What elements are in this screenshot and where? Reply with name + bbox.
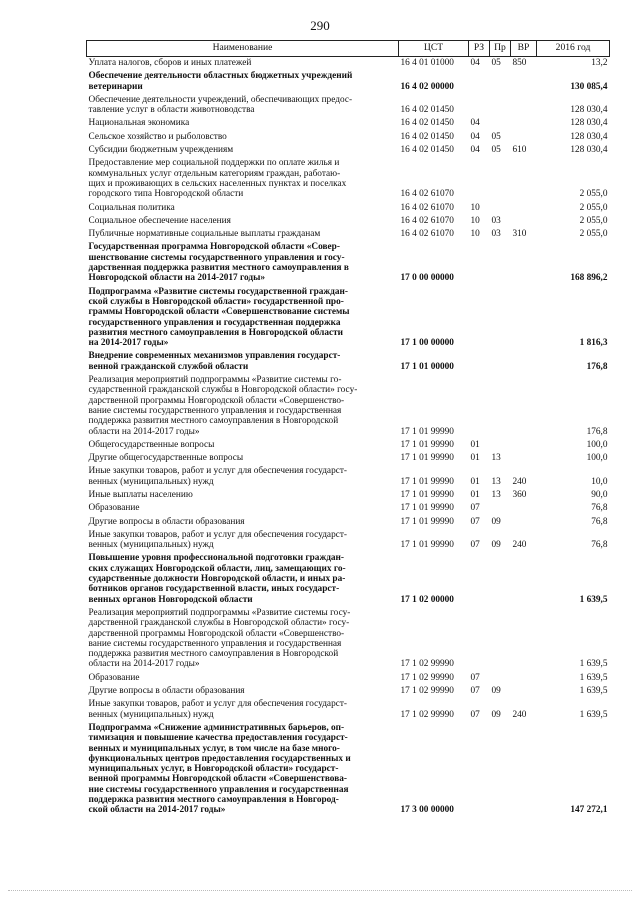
cell-name: Образование [88,503,140,514]
cell-cst: 17 1 02 99990 [400,709,454,720]
cell-pr: 13 [491,476,501,487]
cell-name: Образование [88,672,140,683]
cell-pr [490,439,511,452]
cell-rz: 04 [470,145,480,156]
cell-sum: 128 030,4 [570,105,608,116]
header-vr: ВР [511,41,537,57]
cell-rz [469,241,490,285]
cell-pr [490,94,511,118]
cell-vr [511,94,537,118]
header-pr: Пр [490,41,511,57]
table-row [87,452,610,465]
cell-vr [511,502,537,515]
cell-rz [469,607,490,672]
table-row [87,722,610,818]
cell-pr [490,70,511,94]
cell-vr [511,452,537,465]
header-rz: РЗ [469,41,490,57]
cell-name: Реализация мероприятий подпрограммы «Развитие системы госу- дарственной гражданской службы в Новгородской области» госу- дарственной программы Новгородской области «Совершенство- вание системы государственного управления и государственная поддержка развития местного самоуправления в Новгородской области на 2014-2017 годы» [88,607,351,670]
cell-name: Подпрограмма «Развитие системы государственной граждан- ской службы в Новгородской области» государственной про- граммы Новгородской области «Совершенствование системы государственного управления и государственная поддержка развития местного самоуправления в Новгородской области на 2014-2017 годы» [88,286,350,349]
cell-sum: 147 272,1 [570,805,608,816]
cell-pr: 05 [491,58,501,68]
table-row [87,552,610,606]
cell-pr [490,374,511,439]
cell-sum: 176,8 [586,426,608,437]
cell-rz: 07 [470,503,480,514]
cell-rz [469,350,490,374]
cell-name: Обеспечение деятельности учреждений, обеспечивающих предос- тавление услуг в области животноводства [88,94,353,116]
cell-name: Сельское хозяйство и рыболовство [88,131,227,142]
cell-cst: 16 4 02 01450 [400,145,454,156]
cell-name: Внедрение современных механизмов управления государст- венной гражданской службой области [88,351,341,372]
cell-cst: 17 1 02 99990 [400,686,454,697]
cell-vr: 310 [512,229,527,240]
cell-cst: 17 1 01 99990 [400,453,454,464]
table-row [87,672,610,685]
cell-name: Социальная политика [88,202,175,213]
cell-vr: 240 [512,540,527,551]
cell-cst: 16 4 02 61070 [400,189,454,200]
table-row [87,465,610,489]
cell-sum: 2 055,0 [579,189,608,200]
cell-sum: 1 816,3 [579,338,608,349]
cell-rz: 07 [470,540,480,551]
cell-sum: 90,0 [591,489,608,500]
cell-sum: 128 030,4 [570,118,608,129]
cell-rz: 01 [470,453,480,464]
cell-name: Национальная экономика [88,118,190,129]
table-row [87,157,610,201]
cell-cst: 16 4 02 61070 [400,202,454,213]
cell-cst: 17 1 01 99990 [400,476,454,487]
cell-pr [490,286,511,351]
cell-cst: 16 4 02 01450 [400,105,454,116]
page-number: 290 [310,18,330,33]
cell-pr [490,722,511,818]
cell-name: Предоставление мер социальной поддержки по оплате жилья и коммунальных услуг отдельным категориям граждан, работаю- щих и проживающих в сельских населенных пунктах и поселках городского типа Новгородской области [88,158,347,200]
cell-sum: 76,8 [591,516,608,527]
scan-edge-noise [8,890,632,892]
cell-cst: 17 1 01 99990 [400,426,454,437]
cell-cst: 17 1 02 99990 [400,659,454,670]
cell-vr: 850 [512,58,527,68]
cell-sum: 13,2 [591,58,608,68]
table-row [87,202,610,215]
cell-pr [490,117,511,130]
cell-rz [469,70,490,94]
cell-rz: 04 [470,131,480,142]
table-body [87,57,610,818]
cell-sum: 1 639,5 [579,709,608,720]
cell-name: Государственная программа Новгородской области «Совер- шенствование системы государственного управления и госу- дарственная поддержка развития местного самоуправления в Новгородской области на 2014-2017 годы» [88,242,349,284]
cell-sum: 168 896,2 [570,273,608,284]
cell-pr: 13 [491,453,501,464]
cell-pr: 05 [491,145,501,156]
cell-pr: 03 [491,229,501,240]
table-row [87,607,610,672]
cell-rz [469,94,490,118]
header-cst: ЦСТ [399,41,469,57]
cell-vr [511,350,537,374]
cell-pr [490,350,511,374]
cell-cst: 17 1 01 99990 [400,503,454,514]
table-row [87,516,610,529]
cell-rz: 07 [470,709,480,720]
cell-name: Другие общегосударственные вопросы [88,453,244,464]
cell-name: Подпрограмма «Снижение административных барьеров, оп- тимизация и повышение качества предоставления государст- венных и муниципальных услуг, в том числе на базе много- функциональных центров предоставления государственных и муниципальных услуг, в Новгородской области» государст- венной программы Новгородской области «Совершенствова- ние системы государственного управления и государственная поддержка развития местного самоуправления в Новгород- ской области на 2014-2017 годы» [88,722,351,816]
cell-sum: 100,0 [586,439,608,450]
cell-sum: 1 639,5 [579,672,608,683]
cell-name: Повышение уровня профессиональной подготовки граждан- ских служащих Новгородской области, лиц, замещающих го- сударственные должности Новгородской области, и иных ра- ботников органов государственной власти, иных государст- венных органов Новгородской области [88,553,346,605]
cell-sum: 176,8 [586,361,608,372]
cell-pr [490,502,511,515]
cell-pr [490,607,511,672]
table-row [87,502,610,515]
cell-vr [511,131,537,144]
table-row [87,144,610,157]
table-row [87,94,610,118]
cell-cst: 16 4 02 00000 [400,81,454,92]
cell-rz [469,722,490,818]
cell-rz [469,374,490,439]
cell-vr [511,439,537,452]
cell-pr [490,552,511,606]
cell-name: Публичные нормативные социальные выплаты гражданам [88,229,321,240]
cell-vr [511,516,537,529]
header-sum: 2016 год [537,41,610,57]
table-row [87,489,610,502]
table-row [87,70,610,94]
cell-sum: 10,0 [591,476,608,487]
cell-pr: 09 [491,540,501,551]
cell-name: Иные закупки товаров, работ и услуг для обеспечения государст- венных (муниципальных) нужд [88,466,347,487]
cell-cst: 17 1 02 00000 [400,594,454,605]
cell-cst: 17 1 01 99990 [400,540,454,551]
cell-name: Иные закупки товаров, работ и услуг для обеспечения государст- венных (муниципальных) нужд [88,699,347,720]
table-row [87,241,610,285]
cell-vr [511,374,537,439]
cell-vr: 610 [512,145,527,156]
cell-sum: 1 639,5 [579,594,608,605]
cell-name: Иные закупки товаров, работ и услуг для обеспечения государст- венных (муниципальных) нужд [88,529,347,551]
table-row [87,131,610,144]
cell-sum: 1 639,5 [579,686,608,697]
cell-sum: 76,8 [591,503,608,514]
cell-sum: 76,8 [591,540,608,551]
cell-rz: 07 [470,516,480,527]
table-row [87,439,610,452]
cell-vr [511,552,537,606]
table-header [87,41,610,57]
cell-name: Реализация мероприятий подпрограммы «Развитие системы го- сударственной гражданской службы в Новгородской области» госу- дарственной программы Новгородской области «Совершенство- вание системы государственного управления и государственная поддержка развития местного самоуправления в Новгородской области на 2014-2017 годы» [88,375,358,437]
cell-name: Уплата налогов, сборов и иных платежей [88,58,252,68]
cell-vr [511,607,537,672]
cell-cst: 16 4 02 61070 [400,215,454,226]
cell-cst: 16 4 02 01450 [400,131,454,142]
cell-name: Иные выплаты населению [88,489,193,500]
cell-pr: 05 [491,131,501,142]
cell-name: Другие вопросы в области образования [88,686,245,697]
cell-vr [511,286,537,351]
cell-vr: 240 [512,709,527,720]
cell-vr [511,157,537,201]
cell-vr: 360 [512,489,527,500]
cell-sum: 128 030,4 [570,145,608,156]
cell-rz: 01 [470,476,480,487]
cell-cst: 17 0 00 00000 [400,273,454,284]
cell-cst: 17 1 02 99990 [400,672,454,683]
cell-sum: 130 085,4 [570,81,608,92]
cell-rz: 07 [470,686,480,697]
cell-cst: 17 1 01 99990 [400,516,454,527]
cell-cst: 17 1 01 99990 [400,439,454,450]
cell-cst: 17 1 01 00000 [400,361,454,372]
cell-rz [469,286,490,351]
cell-pr [490,157,511,201]
cell-rz: 10 [470,229,480,240]
cell-cst: 16 4 02 01450 [400,118,454,129]
cell-rz [469,552,490,606]
cell-pr: 09 [491,516,501,527]
table-row [87,698,610,722]
cell-cst: 16 4 02 61070 [400,229,454,240]
table-row [87,117,610,130]
cell-vr [511,202,537,215]
cell-vr [511,722,537,818]
cell-cst: 16 4 01 01000 [400,58,454,68]
table-row [87,529,610,553]
cell-sum: 2 055,0 [579,202,608,213]
cell-name: Социальное обеспечение населения [88,215,231,226]
cell-vr [511,70,537,94]
cell-sum: 100,0 [586,453,608,464]
cell-vr [511,672,537,685]
cell-vr: 240 [512,476,527,487]
cell-rz: 10 [470,202,480,213]
cell-vr [511,215,537,228]
budget-table [86,40,610,818]
cell-rz: 04 [470,58,480,68]
table-row [87,57,610,71]
cell-name: Другие вопросы в области образования [88,516,245,527]
cell-vr [511,117,537,130]
cell-rz: 01 [470,489,480,500]
cell-name: Общегосударственные вопросы [88,439,215,450]
cell-pr [490,202,511,215]
header-name: Наименование [87,41,399,57]
cell-pr [490,672,511,685]
cell-rz: 04 [470,118,480,129]
cell-sum: 2 055,0 [579,215,608,226]
cell-rz: 10 [470,215,480,226]
cell-vr [511,685,537,698]
cell-cst: 17 3 00 00000 [400,805,454,816]
table-row [87,350,610,374]
table-row [87,228,610,241]
cell-sum: 128 030,4 [570,131,608,142]
table-row [87,215,610,228]
cell-name: Обеспечение деятельности областных бюджетных учреждений ветеринарии [88,71,353,92]
table-row [87,286,610,351]
cell-name: Субсидии бюджетным учреждениям [88,145,234,156]
cell-pr: 09 [491,709,501,720]
cell-pr: 09 [491,686,501,697]
cell-pr: 13 [491,489,501,500]
cell-vr [511,241,537,285]
cell-rz: 07 [470,672,480,683]
cell-cst: 17 1 01 99990 [400,489,454,500]
cell-pr [490,241,511,285]
cell-rz [469,157,490,201]
cell-rz: 01 [470,439,480,450]
cell-cst: 17 1 00 00000 [400,338,454,349]
cell-sum: 1 639,5 [579,659,608,670]
table-row [87,374,610,439]
cell-pr: 03 [491,215,501,226]
table-row [87,685,610,698]
cell-sum: 2 055,0 [579,229,608,240]
